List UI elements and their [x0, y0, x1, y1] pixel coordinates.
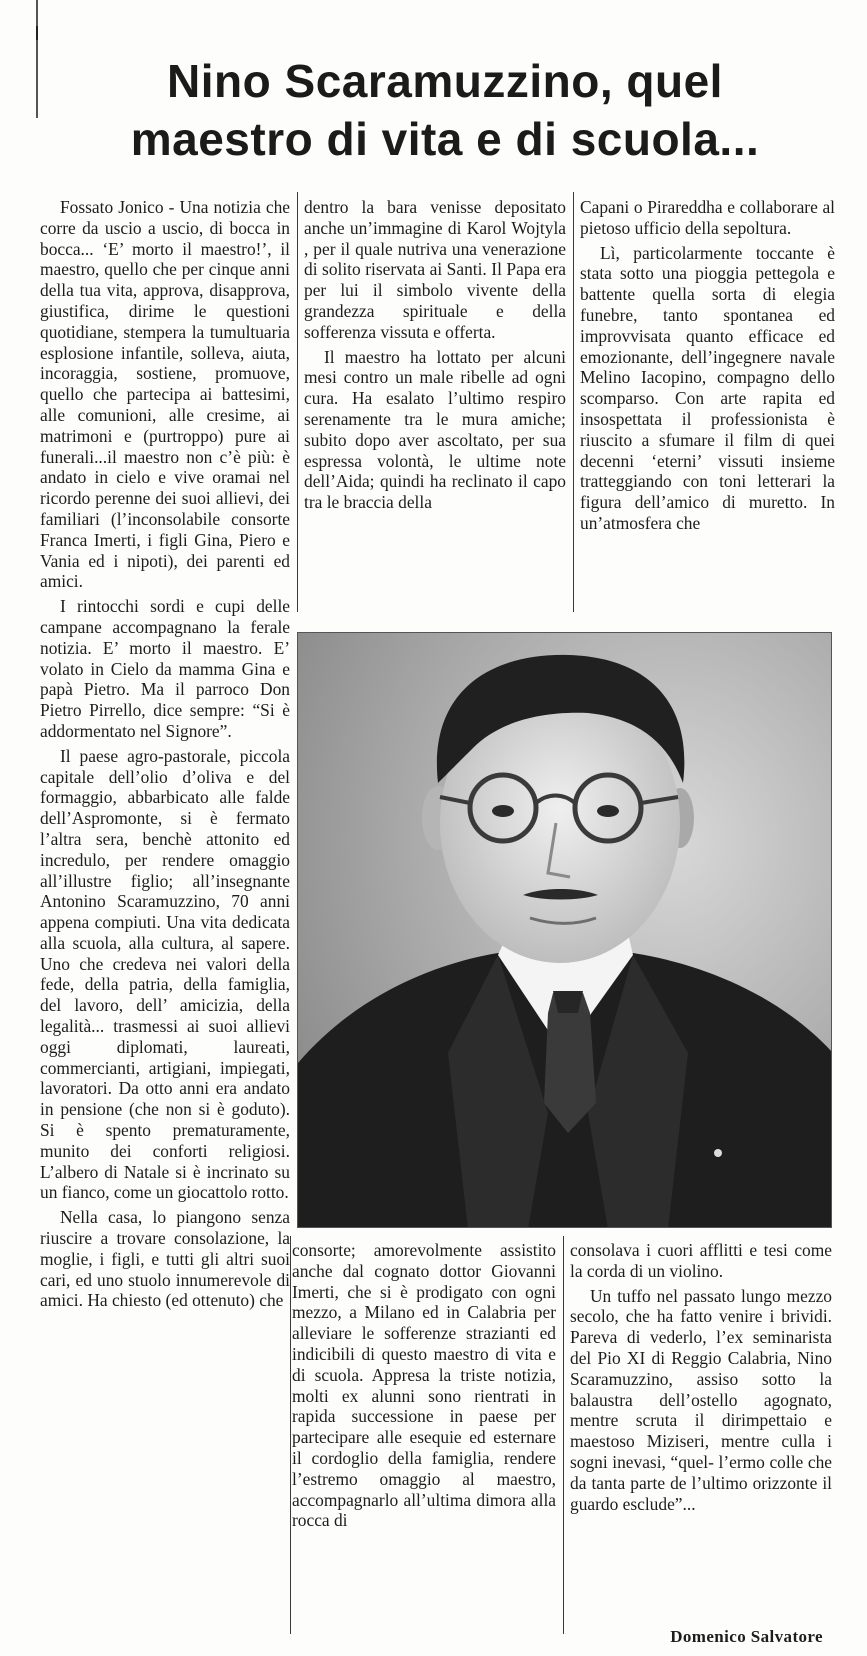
column-rule [290, 1236, 291, 1634]
paragraph: Il maestro ha lottato per alcuni mesi contro un male ribelle ad ogni cura. Ha esalato l’ultimo respiro serenamente tra le mura amiche; subito dopo aver ascoltato, per sua espressa volontà, le ultime note dell’Aida; quindi ha reclinato il capo tra le braccia della [304, 346, 566, 513]
headline [60, 52, 830, 168]
paragraph: Fossato Jonico - Una notizia che corre da uscio a uscio, di bocca in bocca... ‘E’ morto il maestro!’, il maestro, quello che per cinque anni della tua vita, approva, disapprova, giustifica, dirime le questioni quotidiane, stempera la tumultuaria esplosione infantile, solleva, aiuta, incoraggia, sostiene, promuove, quello che partecipa ai battesimi, alle comunioni, alle cresime, ai matrimoni e (purtroppo) pure ai funerali...il maestro non c’è più: è andato in cielo e vive oramai nel ricordo perenne dei suoi allievi, dei familiari (l’inconsolabile consorte Franca Imerti, i figli Gina, Piero e Vania ed i nipoti), dei parenti ed amici. [40, 197, 290, 592]
paragraph: Nella casa, lo piangono senza riuscire a trovare consolazione, la moglie, i figli, e tutti gli altri suoi cari, ed uno stuolo innumerevole di amici. Ha chiesto (ed ottenuto) che [40, 1207, 290, 1311]
article-column-3-continued [570, 1240, 832, 1624]
article-column-2 [304, 197, 566, 617]
column-rule [563, 1236, 564, 1634]
clipping-edge-mark [36, 26, 38, 40]
article-column-2-continued [292, 1240, 556, 1628]
headline-line-2: maestro di vita e di scuola... [130, 113, 760, 165]
paragraph: Il paese agro-pastorale, piccola capitale dell’olio d’oliva e del formaggio, abbarbicato alle falde dell’Aspromonte, si è fermato l’altra sera, benchè attonito ed incredulo, per rendere omaggio all’illustre figlio; all’insegnante Antonino Scaramuzzino, 70 anni appena compiuti. Una vita dedicata alla scuola, alla cultura, al sapere. Uno che credeva nei valori della fede, della patria, della famiglia, del lavoro, dell’ amicizia, della legalità... trasmessi ai suoi allievi oggi diplomati, laureati, commercianti, artigiani, impiegati, lavoratori. Da otto anni era andato in pensione (che non si è goduto). Si è spento prematuramente, munito dei conforti religiosi. L’albero di Natale si è incrinato su un fianco, come un giocattolo rotto. [40, 745, 290, 1203]
column-rule [573, 192, 574, 612]
paragraph: consolava i cuori afflitti e tesi come la corda di un violino. [570, 1240, 832, 1281]
portrait-photo [297, 632, 832, 1228]
author-byline: Domenico Salvatore [670, 1627, 823, 1646]
paragraph: Un tuffo nel passato lungo mezzo secolo, che ha fatto venire i brividi. Pareva di vederlo, l’ex seminarista del Pio XI di Reggio Calabria, Nino Scaramuzzino, assiso sotto la balaustra dell’ostello agognato, mentre scruta il dirimpettaio e maestoso Miziseri, mentre culla i sogni inevasi, “quel- l’ermo colle che da tanta parte de l’ultimo orizzonte il guardo esclude”... [570, 1285, 832, 1514]
headline-line-1: Nino Scaramuzzino, quel [167, 55, 723, 107]
article-column-1 [40, 197, 290, 1647]
portrait-illustration [298, 633, 832, 1228]
paragraph: Capani o Pirareddha e collaborare al pietoso ufficio della sepoltura. [580, 197, 835, 238]
article-column-3 [580, 197, 835, 617]
paragraph: consorte; amorevolmente assistito anche dal cognato dottor Giovanni Imerti, che si è prodigato con ogni mezzo, a Milano ed in Calabria per alleviare le sofferenze strazianti ed indicibili di questo maestro di vita e di scuola. Appresa la triste notizia, molti ex alunni sono rientrati in rapida successione in paese per partecipare alle esequie ed esternare il cordoglio della famiglia, rendere l’estremo omaggio al maestro, accompagnarlo all’ultima dimora alla rocca di [292, 1240, 556, 1531]
column-rule [297, 192, 298, 612]
paragraph: Lì, particolarmente toccante è stata sotto una pioggia pettegola e battente quella sorta di elegia funebre, tanto spontanea ed improvvisata quanto efficace ed emozionante, dell’ingegnere navale Melino Iacopino, compagno dello scomparso. Con arte rapita ed insospettata il professionista è riuscito a sfumare il film di quei decenni ‘eterni’ vissuti insieme tratteggiando con toni letterari la figura dell’amico di muretto. In un’atmosfera che [580, 242, 835, 533]
paragraph: dentro la bara venisse depositato anche un’immagine di Karol Wojtyla , per il quale nutriva una venerazione di solito riservata ai Santi. Il Papa era per lui il simbolo vivente della grandezza spirituale e della sofferenza vissuta e offerta. [304, 197, 566, 342]
clipping-edge-line [36, 0, 38, 118]
paragraph: I rintocchi sordi e cupi delle campane accompagnano la ferale notizia. E’ morto il maestro. E’ volato in Cielo da mamma Gina e papà Pietro. Ma il parroco Don Pietro Pirrello, dice sempre: “Si è addormentato nel Signore”. [40, 596, 290, 741]
